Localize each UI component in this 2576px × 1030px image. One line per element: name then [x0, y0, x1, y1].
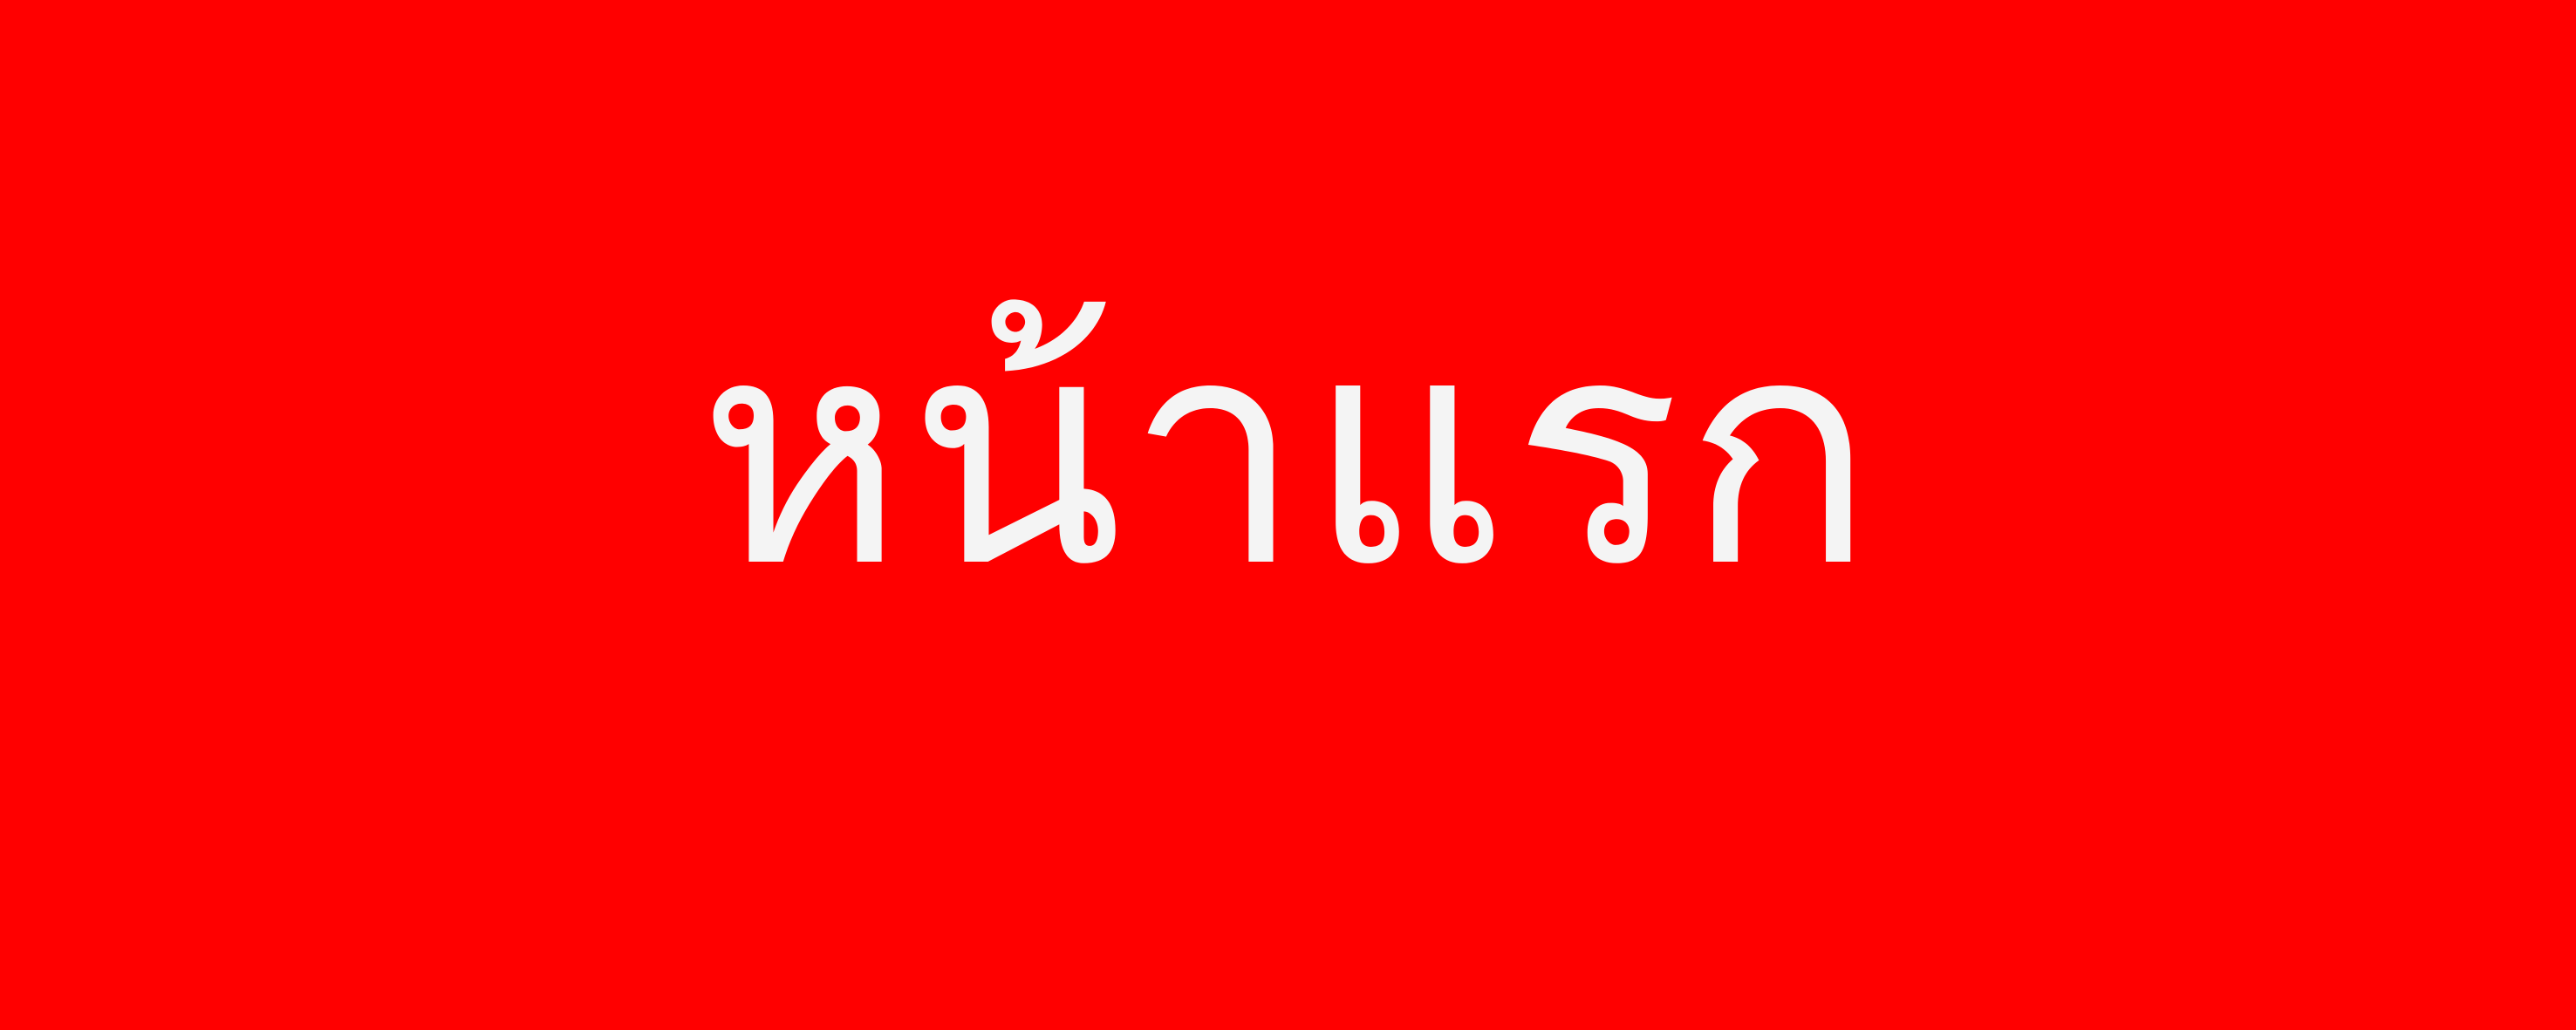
page-title: หน้าแรก — [698, 270, 1878, 636]
